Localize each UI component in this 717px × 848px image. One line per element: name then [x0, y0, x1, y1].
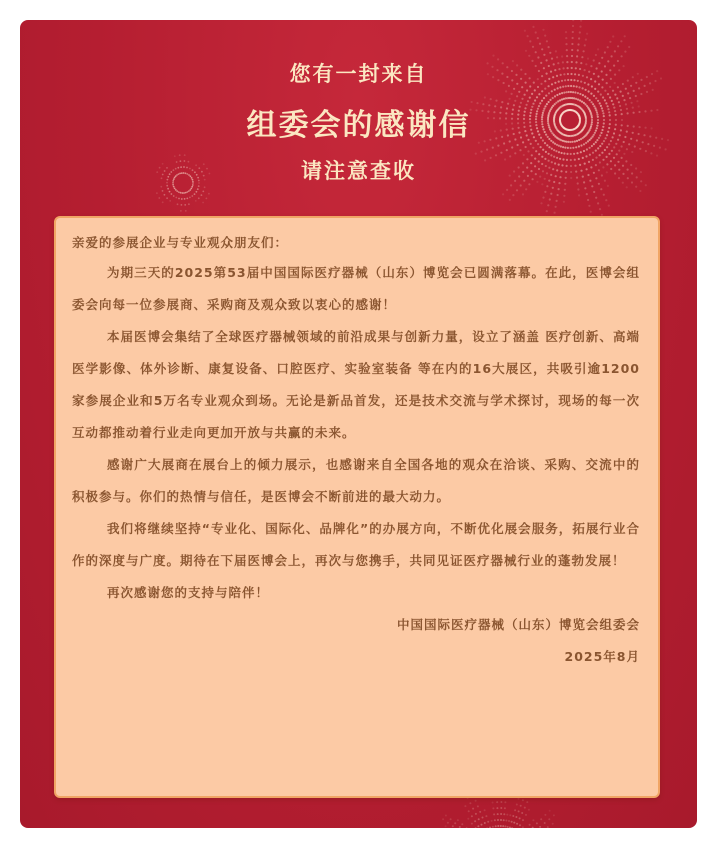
letter-paragraph-2: 本届医博会集结了全球医疗器械领域的前沿成果与创新力量，设立了涵盖 医疗创新、高端医学影像、体外诊断、康复设备、口腔医疗、实验室装备 等在内的16大展区，共吸引逾1200家参展企业和5万名专业观众到场。无论是新品首发，还是技术交流与学术探讨，现场的每一次互动都推动着行业走向更加开放与共赢的未来。 — [72, 329, 640, 440]
letter-signature: 中国国际医疗器械（山东）博览会组委会 — [396, 617, 640, 632]
letter-paragraph-3: 感谢广大展商在展台上的倾力展示，也感谢来自全国各地的观众在洽谈、采购、交流中的积极参与。你们的热情与信任，是医博会不断前进的最大动力。 — [72, 457, 640, 504]
heading-line-1: 您有一封来自 — [289, 62, 428, 86]
letter-paragraph-4: 我们将继续坚持“专业化、国际化、品牌化”的办展方向，不断优化展会服务，拓展行业合作的深度与广度。期待在下届医博会上，再次与您携手，共同见证医疗器械行业的蓬勃发展！ — [72, 521, 640, 568]
thank-you-card — [20, 20, 697, 828]
heading-line-3: 请注意查收 — [301, 159, 416, 183]
heading-title: 组委会的感谢信 — [246, 108, 471, 143]
letter-paper — [54, 216, 660, 798]
letter-paragraph-5: 再次感谢您的支持与陪伴！ — [107, 585, 270, 600]
letter-greeting: 亲爱的参展企业与专业观众朋友们： — [72, 235, 289, 250]
letter-paragraph-1: 为期三天的2025第53届中国国际医疗器械（山东）博览会已圆满落幕。在此，医博会组委会向每一位参展商、采购商及观众致以衷心的感谢！ — [72, 265, 640, 312]
letter-date: 2025年8月 — [564, 649, 640, 664]
